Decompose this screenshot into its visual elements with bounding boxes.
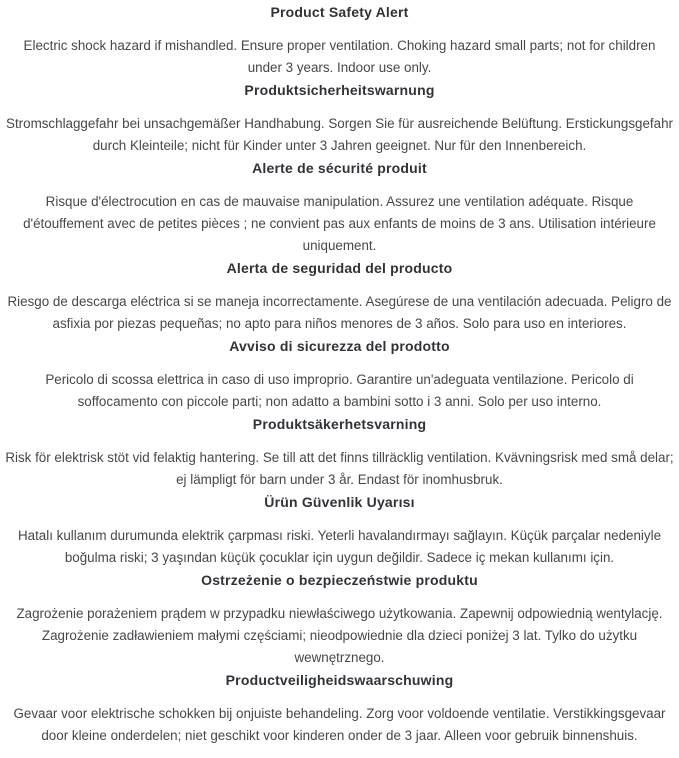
- section-heading: Alerte de sécurité produit: [252, 160, 427, 176]
- section-body: Risk för elektrisk stöt vid felaktig hantering. Se till att det finns tillräcklig ventilation. Kvävningsrisk med små delar; ej lämpligt för barn under 3 år. Endast för inomhusbruk.: [5, 450, 674, 487]
- section-heading: Productveiligheidswaarschuwing: [225, 672, 454, 688]
- section-body: Pericolo di scossa elettrica in caso di uso improprio. Garantire un'adeguata ventilazione. Pericolo di soffocamento con piccole parti; non adatto a bambini sotto i 3 anni. Solo per uso interno.: [45, 372, 634, 409]
- section-heading: Produktsäkerhetsvarning: [252, 416, 427, 432]
- section-heading: Ürün Güvenlik Uyarısı: [264, 494, 415, 510]
- section-body: Risque d'électrocution en cas de mauvaise manipulation. Assurez une ventilation adéquate. Risque d'étouffement avec de petites pièces ; ne convient pas aux enfants de moins de 3 ans. Utilisation intérieure uniquement.: [23, 194, 656, 253]
- section-heading: Alerta de seguridad del producto: [226, 260, 453, 276]
- section-body: Electric shock hazard if mishandled. Ensure proper ventilation. Choking hazard small parts; not for children under 3 years. Indoor use only.: [23, 38, 656, 75]
- safety-section-english: [5, 2, 674, 79]
- safety-section-french: [5, 158, 674, 257]
- section-heading: Ostrzeżenie o bezpieczeństwie produktu: [201, 572, 478, 588]
- safety-section-turkish: [5, 492, 674, 569]
- safety-section-polish: [5, 570, 674, 669]
- safety-section-spanish: [5, 258, 674, 335]
- safety-section-german: [5, 80, 674, 157]
- section-heading: Product Safety Alert: [270, 4, 409, 20]
- section-body: Gevaar voor elektrische schokken bij onjuiste behandeling. Zorg voor voldoende ventilatie. Verstikkingsgevaar door kleine onderdelen; niet geschikt voor kinderen onder de 3 jaar. Alleen voor gebruik binnenshuis.: [13, 706, 666, 743]
- section-heading: Produktsicherheitswarnung: [244, 82, 435, 98]
- section-heading: Avviso di sicurezza del prodotto: [229, 338, 450, 354]
- section-body: Stromschlaggefahr bei unsachgemäßer Handhabung. Sorgen Sie für ausreichende Belüftung. Erstickungsgefahr durch Kleinteile; nicht für Kinder unter 3 Jahren geeignet. Nur für den Innenbereich.: [6, 116, 673, 153]
- section-body: Riesgo de descarga eléctrica si se maneja incorrectamente. Asegúrese de una ventilación adecuada. Peligro de asfixia por piezas pequeñas; no apto para niños menores de 3 años. Solo para uso en interiores.: [7, 294, 672, 331]
- safety-section-swedish: [5, 414, 674, 491]
- section-body: Zagrożenie porażeniem prądem w przypadku niewłaściwego użytkowania. Zapewnij odpowiednią wentylację. Zagrożenie zadławieniem małymi częściami; nieodpowiednie dla dzieci poniżej 3 lat. Tylko do użytku wewnętrznego.: [16, 606, 663, 665]
- section-body: Hatalı kullanım durumunda elektrik çarpması riski. Yeterli havalandırmayı sağlayın. Küçük parçalar nedeniyle boğulma riski; 3 yaşından küçük çocuklar için uygun değildir. Sadece iç mekan kullanımı için.: [17, 528, 662, 565]
- safety-section-dutch: [5, 670, 674, 747]
- safety-section-italian: [5, 336, 674, 413]
